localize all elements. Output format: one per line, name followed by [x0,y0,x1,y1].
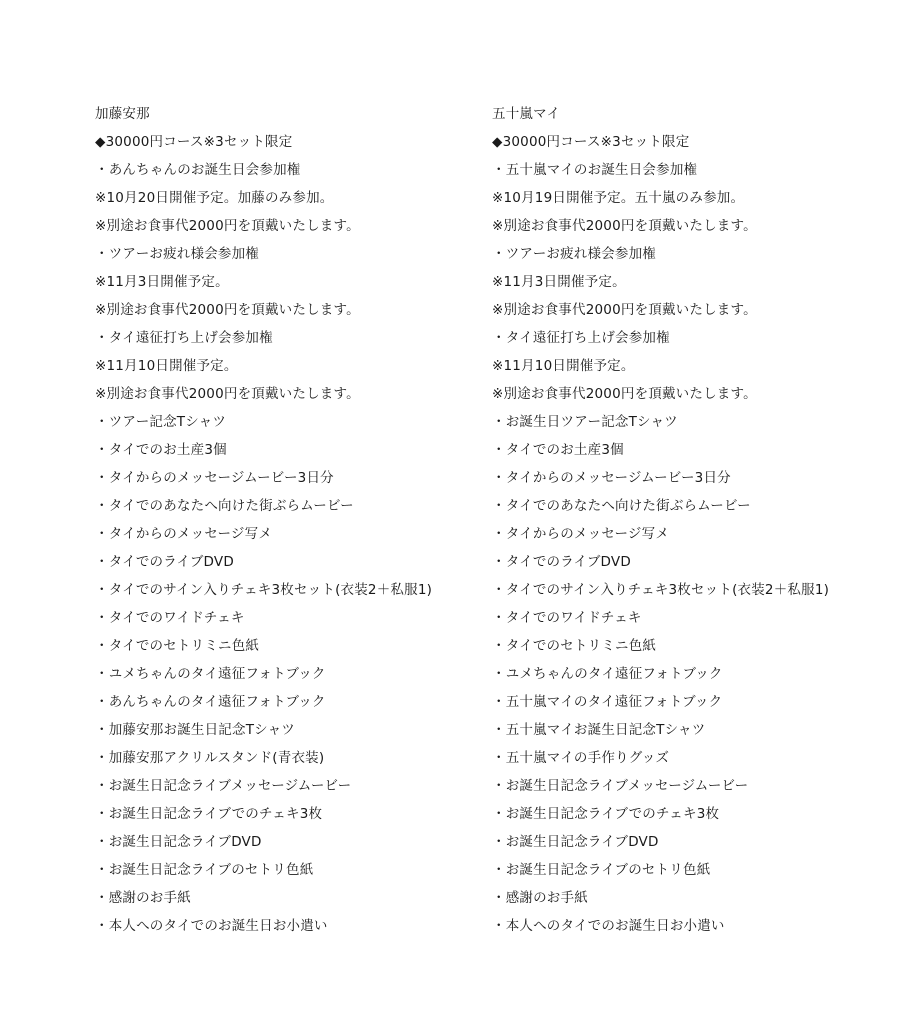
list-item: ・タイでのライブDVD [95,554,234,570]
list-item: ・加藤安那アクリルスタンド(青衣装) [95,750,325,766]
list-item: ・ユメちゃんのタイ遠征フォトブック [95,666,326,682]
note-line: ※10月20日開催予定。加藤のみ参加。 [95,190,334,206]
list-item: ・本人へのタイでのお誕生日お小遣い [492,918,725,934]
list-item: ・タイでのお土産3個 [492,442,624,458]
note-line: ※11月3日開催予定。 [95,274,229,290]
note-line: ※別途お食事代2000円を頂戴いたします。 [492,386,757,402]
note-line: ※10月19日開催予定。五十嵐のみ参加。 [492,190,745,206]
list-item: ・お誕生日記念ライブでのチェキ3枚 [95,806,323,822]
left-column [95,100,495,940]
list-item: ・本人へのタイでのお誕生日お小遣い [95,918,328,934]
list-item: ・タイからのメッセージムービー3日分 [492,470,731,486]
list-item: ・タイでのお土産3個 [95,442,227,458]
list-item: ・感謝のお手紙 [95,890,191,906]
note-line: ※別途お食事代2000円を頂戴いたします。 [492,302,757,318]
list-item: ・五十嵐マイお誕生日記念Tシャツ [492,722,706,738]
list-item: ・タイからのメッセージ写メ [95,526,273,542]
course-heading: ◆30000円コース※3セット限定 [95,134,293,150]
list-item: ・タイでのワイドチェキ [95,610,245,626]
list-item: ・タイでのサイン入りチェキ3枚セット(衣装2＋私服1) [95,582,433,598]
list-item: ・ユメちゃんのタイ遠征フォトブック [492,666,723,682]
note-line: ※別途お食事代2000円を頂戴いたします。 [95,218,360,234]
list-item: ・お誕生日記念ライブのセトリ色紙 [95,862,314,878]
course-heading: ◆30000円コース※3セット限定 [492,134,690,150]
note-line: ※別途お食事代2000円を頂戴いたします。 [95,302,360,318]
list-item: ・タイでのあなたへ向けた街ぶらムービー [492,498,751,514]
list-item: ・タイでのサイン入りチェキ3枚セット(衣装2＋私服1) [492,582,830,598]
list-item: ・タイでのあなたへ向けた街ぶらムービー [95,498,354,514]
list-item: ・タイでのライブDVD [492,554,631,570]
list-item: ・ツアーお疲れ様会参加権 [95,246,259,262]
list-item: ・お誕生日記念ライブのセトリ色紙 [492,862,711,878]
list-item: ・タイでのセトリミニ色紙 [95,638,260,654]
list-item: ・加藤安那お誕生日記念Tシャツ [95,722,295,738]
note-line: ※別途お食事代2000円を頂戴いたします。 [95,386,360,402]
list-item: ・タイ遠征打ち上げ会参加権 [95,330,273,346]
right-column [492,100,892,940]
list-item: ・タイからのメッセージ写メ [492,526,670,542]
list-item: ・お誕生日ツアー記念Tシャツ [492,414,678,430]
list-item: ・あんちゃんのタイ遠征フォトブック [95,694,326,710]
list-item: ・五十嵐マイの手作りグッズ [492,750,670,766]
list-item: ・タイ遠征打ち上げ会参加権 [492,330,670,346]
list-item: ・あんちゃんのお誕生日会参加権 [95,162,301,178]
note-line: ※別途お食事代2000円を頂戴いたします。 [492,218,757,234]
list-item: ・ツアー記念Tシャツ [95,414,227,430]
note-line: ※11月3日開催予定。 [492,274,626,290]
list-item: ・ツアーお疲れ様会参加権 [492,246,656,262]
list-item: ・タイでのワイドチェキ [492,610,642,626]
list-item: ・タイからのメッセージムービー3日分 [95,470,334,486]
list-item: ・五十嵐マイのお誕生日会参加権 [492,162,698,178]
member-name: 加藤安那 [95,106,150,122]
list-item: ・タイでのセトリミニ色紙 [492,638,657,654]
note-line: ※11月10日開催予定。 [492,358,635,374]
list-item: ・お誕生日記念ライブメッセージムービー [95,778,352,794]
list-item: ・五十嵐マイのタイ遠征フォトブック [492,694,723,710]
list-item: ・お誕生日記念ライブDVD [492,834,659,850]
list-item: ・お誕生日記念ライブDVD [95,834,262,850]
member-name: 五十嵐マイ [492,106,561,122]
list-item: ・お誕生日記念ライブでのチェキ3枚 [492,806,720,822]
list-item: ・お誕生日記念ライブメッセージムービー [492,778,749,794]
list-item: ・感謝のお手紙 [492,890,588,906]
note-line: ※11月10日開催予定。 [95,358,238,374]
